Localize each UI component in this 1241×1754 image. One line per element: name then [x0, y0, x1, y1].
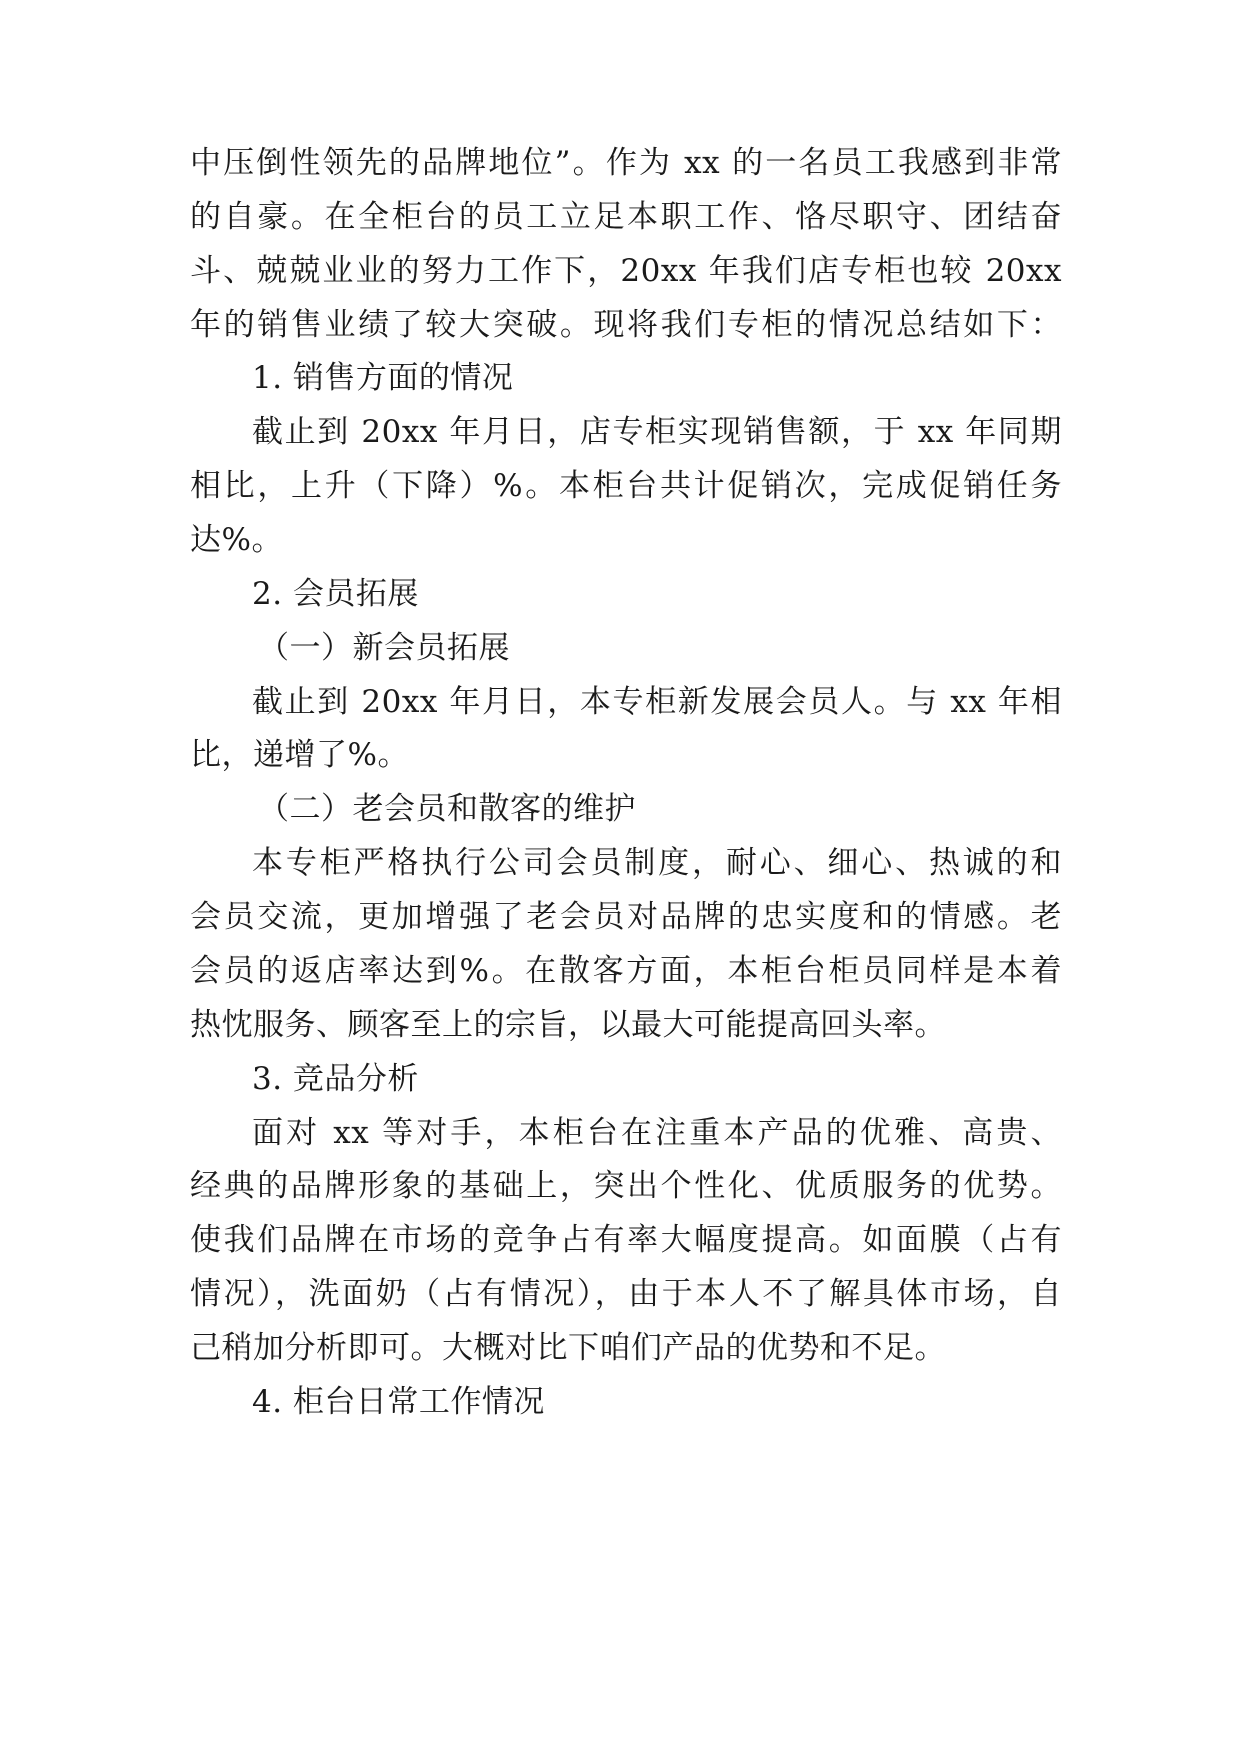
paragraph-line: 热忱服务、顾客至上的宗旨，以最大可能提高回头率。: [190, 1007, 946, 1043]
paragraph-line: 使我们品牌在市场的竞争占有率大幅度提高。如面膜（占有: [190, 1222, 1062, 1258]
paragraph-line: 相比，上升（下降）%。本柜台共计促销次，完成促销任务: [190, 468, 1062, 504]
paragraph-line: 本专柜严格执行公司会员制度，耐心、细心、热诚的和: [252, 845, 1062, 881]
paragraph-line: 会员的返店率达到%。在散客方面，本柜台柜员同样是本着: [190, 953, 1062, 989]
section-heading-members: 2. 会员拓展: [252, 576, 419, 612]
paragraph-line: 年的销售业绩了较大突破。现将我们专柜的情况总结如下：: [190, 307, 1062, 343]
paragraph-line: 比，递增了%。: [190, 737, 409, 773]
paragraph-line: 情况），洗面奶（占有情况），由于本人不了解具体市场，自: [190, 1276, 1062, 1312]
subheading-new-members: （一）新会员拓展: [258, 630, 510, 666]
paragraph-line: 经典的品牌形象的基础上，突出个性化、优质服务的优势。: [190, 1168, 1062, 1204]
paragraph-line: 中压倒性领先的品牌地位”。作为 xx 的一名员工我感到非常: [190, 145, 1062, 181]
paragraph-line: 斗、兢兢业业的努力工作下，20xx 年我们店专柜也较 20xx: [190, 253, 1062, 289]
paragraph-line: 截止到 20xx 年月日，本专柜新发展会员人。与 xx 年相: [252, 684, 1062, 720]
paragraph-line: 的自豪。在全柜台的员工立足本职工作、恪尽职守、团结奋: [190, 199, 1062, 235]
document-page: [190, 0, 1062, 1754]
section-heading-competitors: 3. 竞品分析: [252, 1061, 419, 1097]
paragraph-line: 达%。: [190, 522, 283, 558]
paragraph-line: 己稍加分析即可。大概对比下咱们产品的优势和不足。: [190, 1330, 946, 1366]
paragraph-line: 会员交流，更加增强了老会员对品牌的忠实度和的情感。老: [190, 899, 1062, 935]
paragraph-line: 面对 xx 等对手，本柜台在注重本产品的优雅、高贵、: [252, 1115, 1062, 1151]
section-heading-sales: 1. 销售方面的情况: [252, 360, 514, 396]
section-heading-daily-work: 4. 柜台日常工作情况: [252, 1384, 545, 1420]
paragraph-line: 截止到 20xx 年月日，店专柜实现销售额，于 xx 年同期: [252, 414, 1062, 450]
subheading-old-members: （二）老会员和散客的维护: [258, 791, 636, 827]
